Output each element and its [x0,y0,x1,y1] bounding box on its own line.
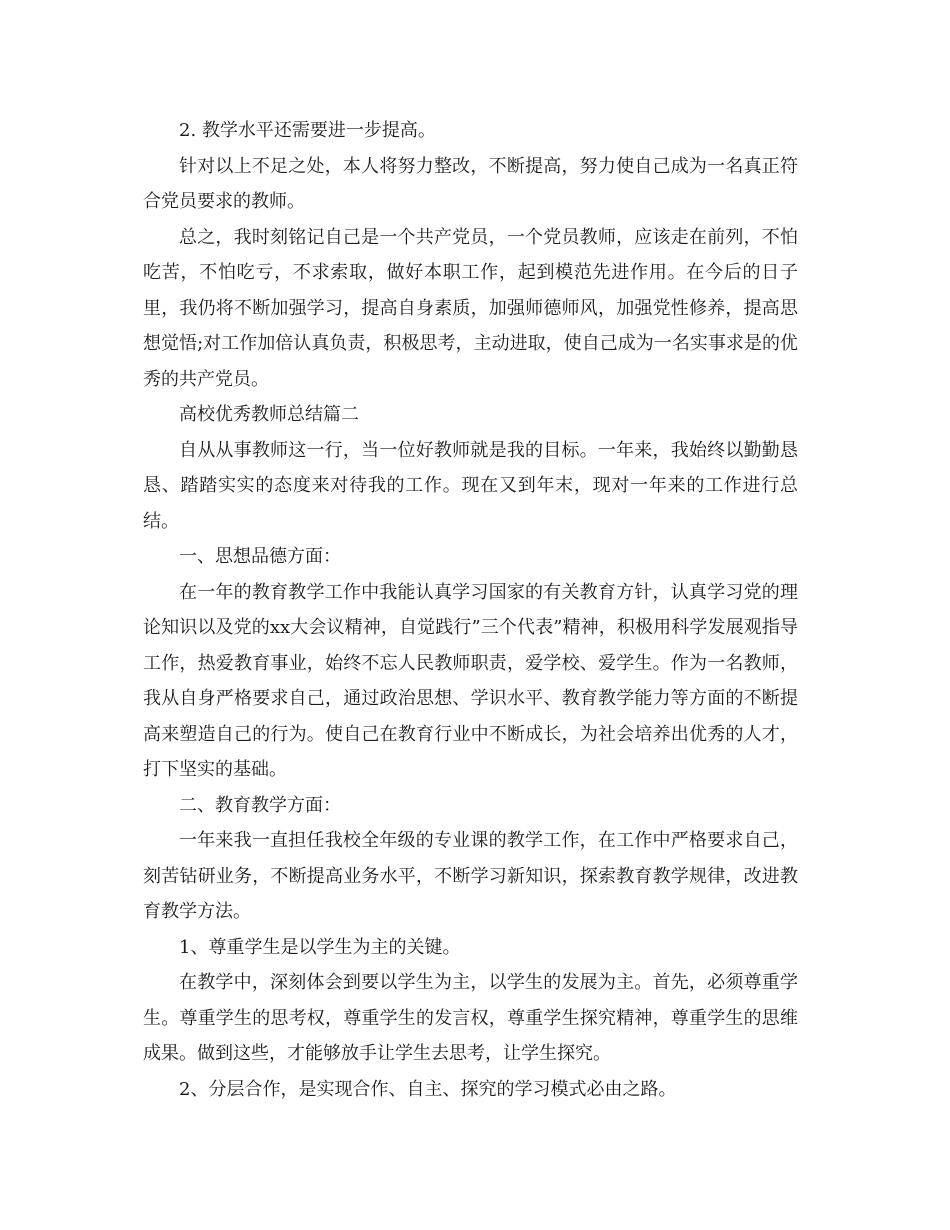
heading-education-teaching: 二、教育教学方面： [179,794,341,816]
document-body [143,113,798,1107]
paragraph-ideology: 在一年的教育教学工作中我能认真学习国家的有关教育方针，认真学习党的理论知识以及党的xx大会议精神，自觉践行”三个代表”精神，积极用科学发展观指导工作，热爱教育事业，始终不忘人民教师职责，爱学校、爱学生。作为一名教师，我从自身严格要求自己，通过政治思想、学识水平、教育教学能力等方面的不断提高来塑造自己的行为。使自己在教育行业中不断成长，为社会培养出优秀的人才，打下坚实的基础。 [143,581,798,780]
heading-ideology-morality: 一、思想品德方面： [179,546,341,567]
paragraph-intro: 自从从事教师这一行，当一位好教师就是我的目标。一年来，我始终以勤勤恳恳、踏踏实实的态度来对待我的工作。现在又到年末，现对一年来的工作进行总结。 [143,439,798,532]
paragraph-teaching-work: 一年来我一直担任我校全年级的专业课的教学工作，在工作中严格要求自己，刻苦钻研业务，不断提高业务水平，不断学习新知识，探索教育教学规律，改进教育教学方法。 [143,830,798,922]
paragraph-respect-detail: 在教学中，深刻体会到要以学生为主，以学生的发展为主。首先，必须尊重学生。尊重学生的思考权，尊重学生的发言权，尊重学生探究精神，尊重学生的思维成果。做到这些，才能够放手让学生去思考，让学生探究。 [143,972,798,1064]
list-item-teaching-level: 2. 教学水平还需要进一步提高。 [179,120,436,141]
paragraph-conclusion: 总之，我时刻铭记自己是一个共产党员，一个党员教师，应该走在前列，不怕吃苦，不怕吃亏，不求索取，做好本职工作，起到模范先进作用。在今后的日子里，我仍将不断加强学习，提高自身素质，加强师德师风，加强党性修养，提高思想觉悟;对工作加倍认真负责，积极思考，主动进取，使自己成为一名实事求是的优秀的共产党员。 [143,226,798,390]
list-item-layered-cooperation: 2、分层合作，是实现合作、自主、探究的学习模式必由之路。 [179,1078,677,1100]
list-item-respect-students: 1、尊重学生是以学生为主的关键。 [179,936,461,958]
paragraph-improvement: 针对以上不足之处，本人将努力整改，不断提高，努力使自己成为一名真正符合党员要求的教师。 [143,155,798,212]
section-title-part-two: 高校优秀教师总结篇二 [179,404,359,425]
